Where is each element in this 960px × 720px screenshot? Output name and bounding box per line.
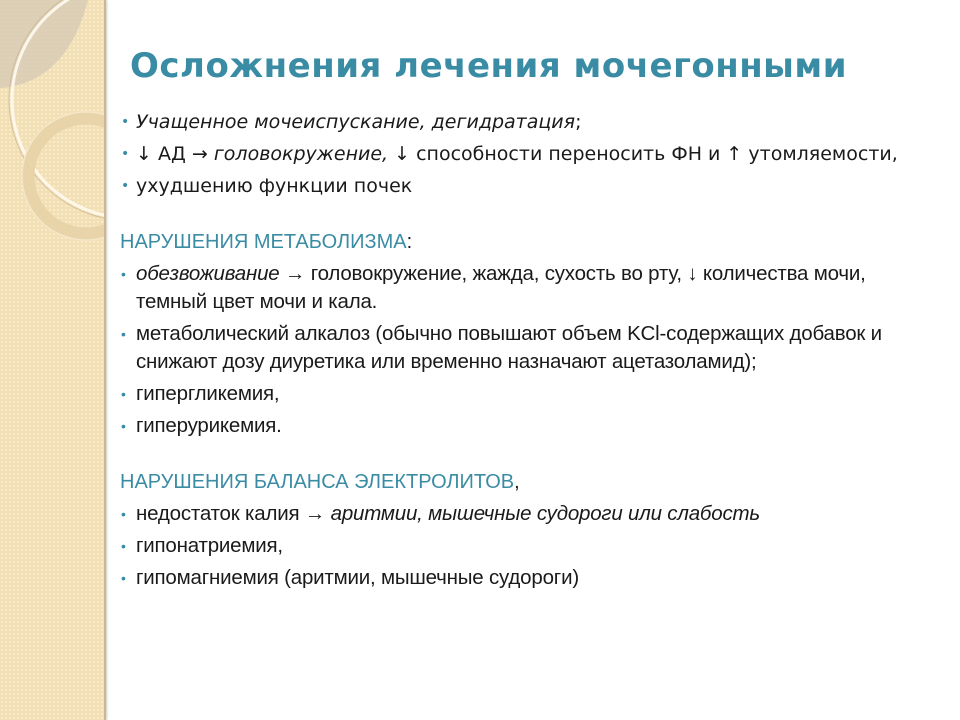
bullet-icon: • (121, 178, 130, 194)
item-text: гипергликемия, (136, 382, 280, 405)
item-text: аритмии, мышечные судороги или слабость (330, 502, 760, 525)
section-heading (120, 468, 930, 496)
bullet-icon: • (121, 538, 126, 554)
list-item (120, 532, 930, 560)
item-text: ; (575, 111, 582, 133)
section-heading-punct: : (406, 231, 413, 253)
item-text: обезвоживание (136, 262, 280, 285)
intro-list (120, 108, 930, 200)
item-text: гипомагниемия (аритмии, мышечные судороги) (136, 566, 579, 589)
bullet-icon: • (121, 506, 126, 522)
item-text: Учащенное мочеиспускание, дегидратация (136, 111, 576, 133)
section-heading-text: НАРУШЕНИЯ МЕТАБОЛИЗМА (120, 231, 407, 253)
list-item (120, 140, 930, 168)
item-text: ухудшению функции почек (136, 175, 413, 197)
section-heading-text: НАРУШЕНИЯ БАЛАНСА ЭЛЕКТРОЛИТОВ (120, 471, 515, 493)
sections (120, 228, 930, 592)
list-item (120, 108, 930, 136)
decorative-sidebar (0, 0, 106, 720)
bullet-icon: • (121, 386, 126, 402)
item-text: → головокружение, жажда, сухость во рту, ↓ количества мочи, темный цвет мочи и кала. (136, 262, 866, 313)
bullet-icon: • (121, 114, 130, 130)
list-item (120, 380, 930, 408)
list-item (120, 172, 930, 200)
section-heading-punct: , (514, 471, 520, 493)
slide-title: Осложнения лечения мочегонными (130, 46, 848, 86)
list-item (120, 500, 930, 528)
item-text: гиперурикемия. (136, 414, 282, 437)
bullet-icon: • (121, 570, 126, 586)
item-text: ↓ АД → (136, 143, 214, 165)
slide-content (120, 108, 930, 596)
bullet-icon: • (121, 418, 126, 434)
bullet-icon: • (121, 266, 126, 282)
item-text: гипонатриемия, (136, 534, 283, 557)
item-text: метаболический алкалоз (обычно повышают объем KCl-содержащих добавок и снижают дозу диуретика или временно назначают ацетазоламид); (136, 322, 882, 373)
item-text: ↓ способности переносить ФН и ↑ утомляемости, (388, 143, 898, 165)
list-item (120, 320, 930, 376)
bullet-icon: • (121, 326, 126, 342)
bullet-icon: • (121, 146, 130, 162)
list-item (120, 260, 930, 316)
section-heading (120, 228, 930, 256)
item-text: головокружение, (213, 143, 389, 165)
list-item (120, 412, 930, 440)
decorative-circles-icon (0, 0, 104, 720)
list-item (120, 564, 930, 592)
item-text: недостаток калия → (136, 502, 331, 525)
